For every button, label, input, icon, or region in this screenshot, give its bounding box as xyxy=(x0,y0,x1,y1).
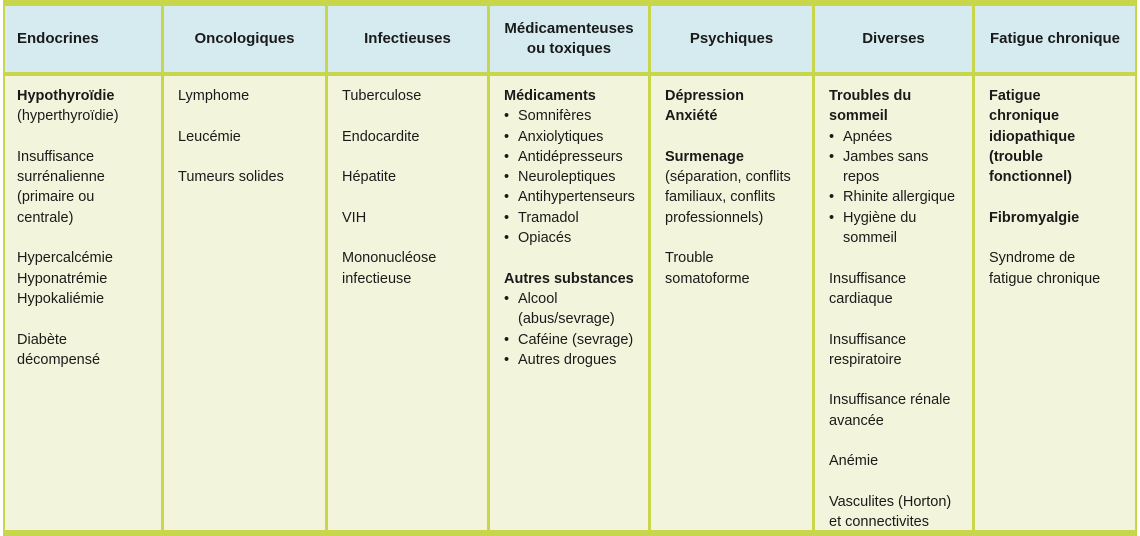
cell-fatigue-chronique xyxy=(975,86,1135,289)
medicaments-list xyxy=(504,106,644,248)
list-item: • Rhinite allergique xyxy=(829,187,968,207)
item-depression: Dépression xyxy=(665,88,744,104)
list-item: • Neuroleptiques xyxy=(504,167,644,187)
header-oncologiques: Oncologiques xyxy=(194,30,295,47)
list-item: • Antihypertenseurs xyxy=(504,187,644,207)
cell-psychiques xyxy=(651,86,812,289)
header-infectieuses: Infectieuses xyxy=(364,30,451,47)
item-surmenage-detail: (séparation, conflits familiaux, conflits professionnels) xyxy=(665,169,791,226)
list-item: • Autres drogues xyxy=(504,350,644,370)
item-hypercalcemie: Hypercalcémie xyxy=(17,250,113,267)
item-syndrome-fatigue: Syndrome de fatigue chronique xyxy=(989,250,1101,287)
header-diverses: Diverses xyxy=(862,30,925,47)
cell-oncologiques xyxy=(164,86,325,187)
cell-medicamenteuses xyxy=(490,86,648,370)
item-anxiete: Anxiété xyxy=(665,108,718,125)
item-hepatite: Hépatite xyxy=(342,169,397,186)
list-item: • Somnifères xyxy=(504,106,644,126)
item-lymphome: Lymphome xyxy=(178,88,250,104)
list-item: • Hygiène du sommeil xyxy=(829,208,943,249)
autres-substances-title: Autres substances xyxy=(504,270,634,287)
item-hyperthyroidie: (hyperthyroïdie) xyxy=(17,108,119,125)
medicaments-title: Médicaments xyxy=(504,88,596,104)
item-insuffisance-surrenalienne: Insuffisance surrénalienne (primaire ou centrale) xyxy=(17,148,105,226)
header-fatigue-chronique: Fatigue chronique xyxy=(989,30,1120,47)
troubles-sommeil-title: Troubles du sommeil xyxy=(829,88,912,125)
header-medicamenteuses: Médicamenteuses ou toxiques xyxy=(504,20,634,57)
column-separator xyxy=(161,6,164,530)
item-tuberculose: Tuberculose xyxy=(342,88,422,104)
list-item: • Alcool (abus/sevrage) xyxy=(504,289,628,330)
header-psychiques: Psychiques xyxy=(689,30,774,47)
cell-infectieuses xyxy=(328,86,487,289)
item-insuffisance-respiratoire: Insuffisance respiratoire xyxy=(829,331,907,368)
list-item: • Jambes sans repos xyxy=(829,147,968,188)
list-item: • Tramadol xyxy=(504,208,644,228)
item-vih: VIH xyxy=(342,209,367,226)
autres-substances-list xyxy=(504,289,644,370)
list-item: • Apnées xyxy=(829,127,968,147)
item-anemie: Anémie xyxy=(829,453,879,470)
item-tumeurs-solides: Tumeurs solides xyxy=(178,169,284,186)
list-item: • Antidépresseurs xyxy=(504,147,644,167)
list-item: • Caféine (sevrage) xyxy=(504,330,644,350)
header-endocrines: Endocrines xyxy=(17,30,99,47)
item-hyponatremie: Hyponatrémie xyxy=(17,270,108,287)
list-item: • Anxiolytiques xyxy=(504,127,644,147)
item-endocardite: Endocardite xyxy=(342,128,420,145)
item-trouble-somatoforme: Trouble somatoforme xyxy=(665,250,750,287)
item-insuffisance-renale: Insuffisance rénale avancée xyxy=(829,392,951,429)
cell-diverses xyxy=(815,86,972,533)
item-fatigue-idiopathique: Fatigue chronique idiopathique (trouble fonctionnel) xyxy=(989,88,1076,186)
item-diabete: Diabète décompensé xyxy=(17,331,101,368)
cell-endocrines xyxy=(5,86,161,370)
list-item: • Opiacés xyxy=(504,228,644,248)
troubles-sommeil-list xyxy=(829,127,968,249)
table-frame xyxy=(3,0,1137,536)
item-hypokaliemie: Hypokaliémie xyxy=(17,290,105,307)
item-surmenage: Surmenage xyxy=(665,148,744,165)
item-vasculites: Vasculites (Horton) et connectivites xyxy=(829,493,952,531)
item-fibromyalgie: Fibromyalgie xyxy=(989,209,1080,226)
item-hypothyroidie: Hypothyroïdie xyxy=(17,88,115,104)
item-insuffisance-cardiaque: Insuffisance cardiaque xyxy=(829,270,907,307)
item-leucemie: Leucémie xyxy=(178,128,241,145)
item-mononucleose: Mononucléose infectieuse xyxy=(342,250,437,287)
header-divider xyxy=(5,72,1135,76)
